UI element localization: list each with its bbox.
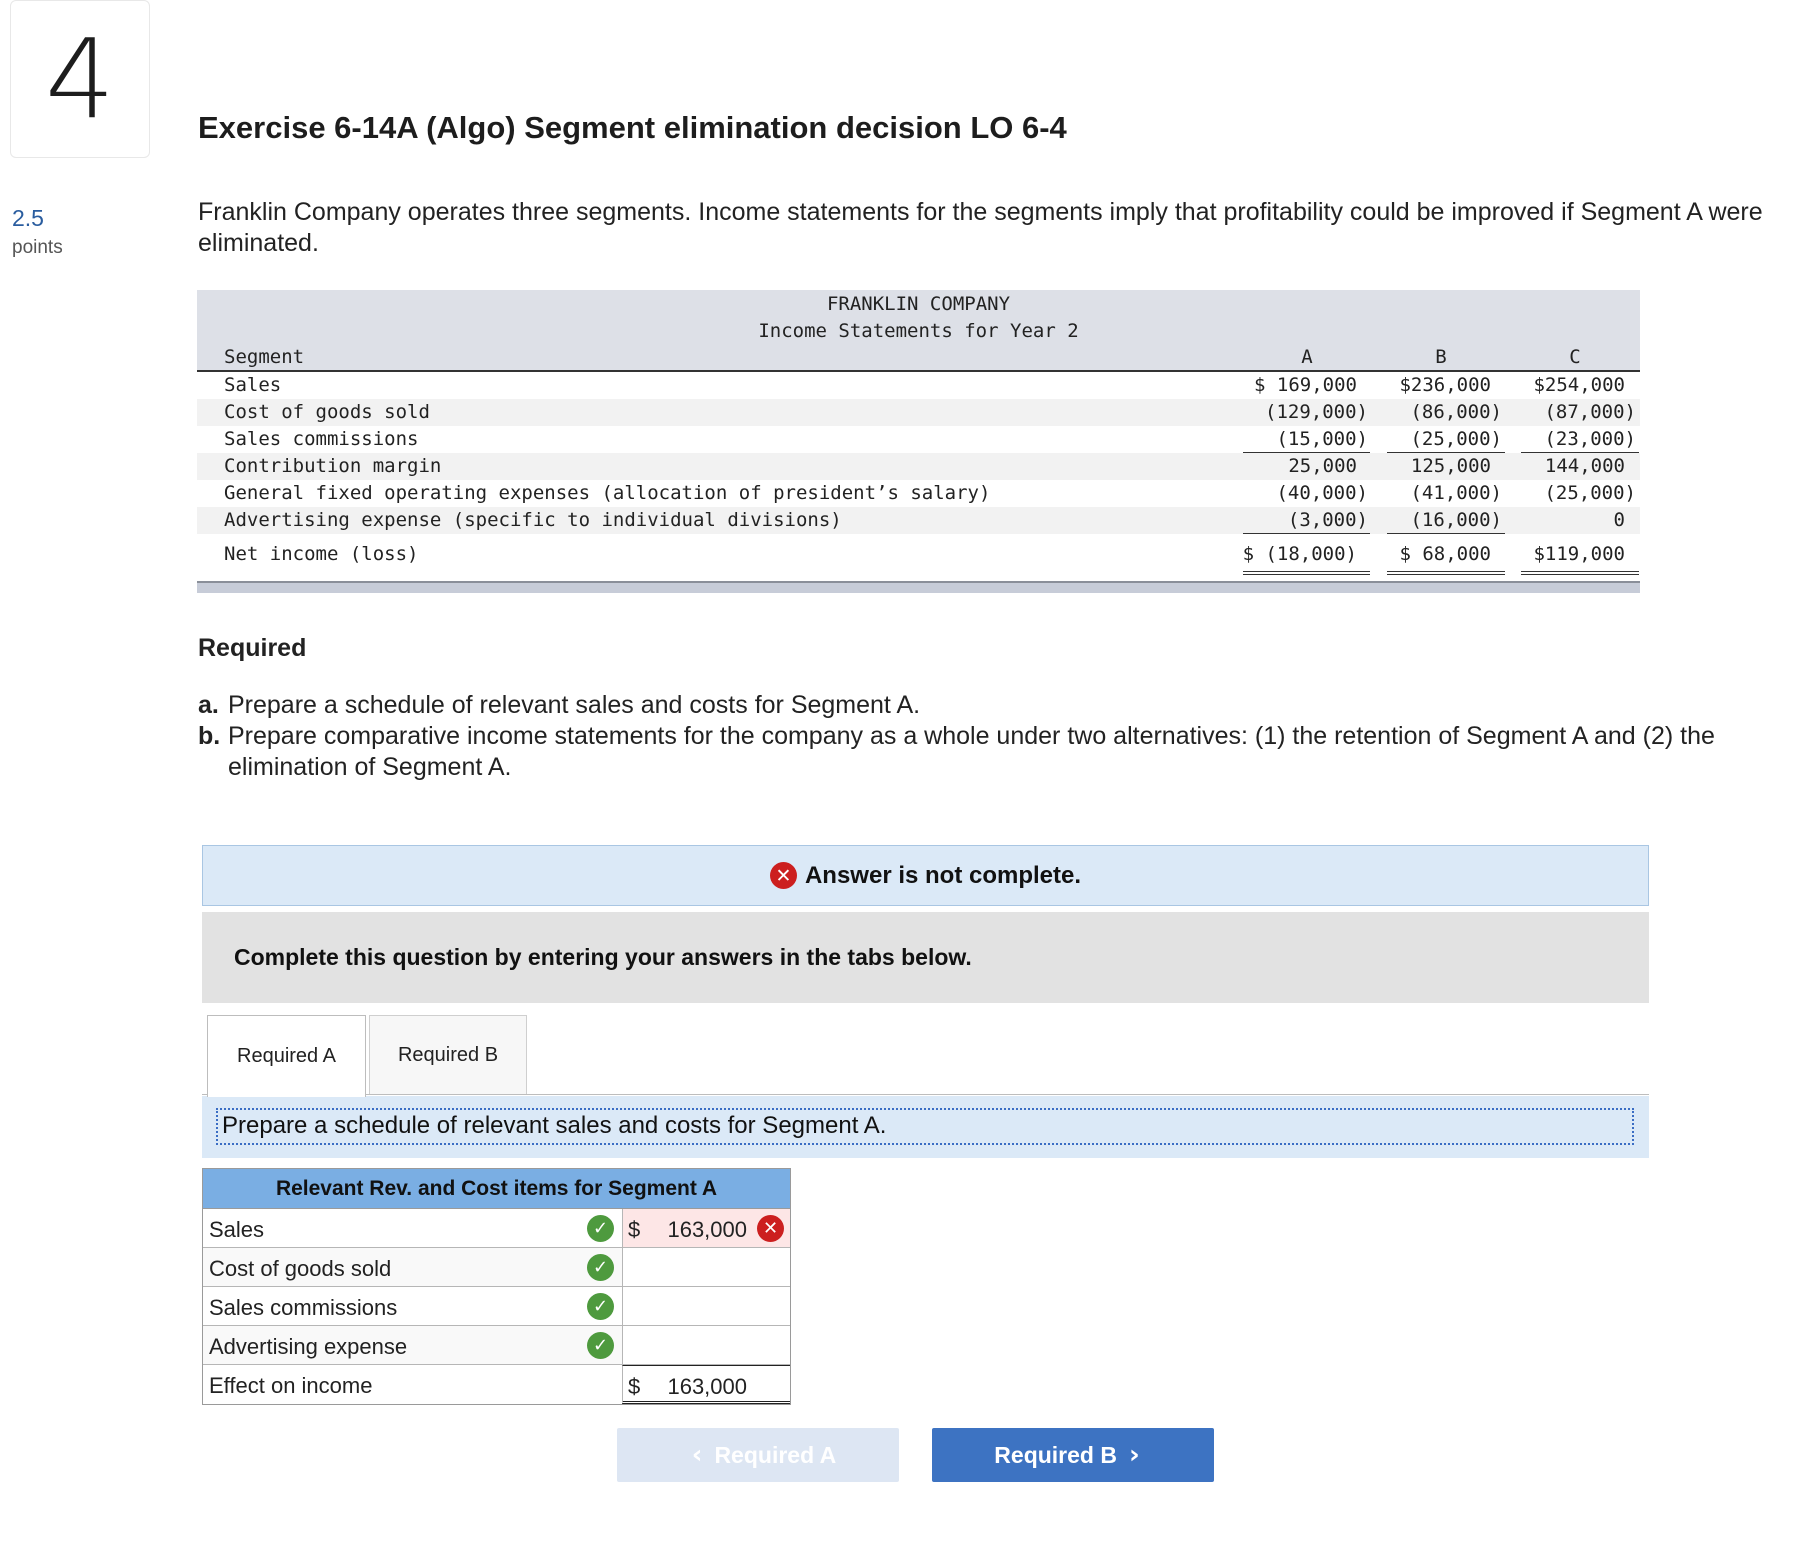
tab-prompt-bar — [202, 1096, 1649, 1158]
sales-input[interactable] — [622, 1209, 790, 1247]
value-a: (15,000) — [1276, 428, 1368, 450]
table-row — [203, 1209, 790, 1248]
check-icon: ✓ — [587, 1215, 614, 1242]
row-label-sales[interactable]: Sales — [209, 1217, 265, 1242]
value-a: (40,000) — [1276, 482, 1368, 504]
value-b: (86,000) — [1410, 401, 1502, 423]
tab-required-b[interactable] — [369, 1015, 527, 1095]
chevron-left-icon: ‹ — [691, 1440, 703, 1470]
tab-required-a[interactable] — [207, 1015, 366, 1097]
prev-required-a-button[interactable] — [617, 1428, 899, 1482]
statement-company: FRANKLIN COMPANY — [826, 293, 1011, 315]
statement-row — [197, 480, 1640, 507]
value-b: $ 68,000 — [1399, 543, 1491, 565]
value-c: (87,000) — [1544, 401, 1636, 423]
value-b: (25,000) — [1410, 428, 1502, 450]
row-label: Cost of goods sold — [224, 401, 430, 423]
row-label-cogs[interactable]: Cost of goods sold — [209, 1256, 392, 1281]
dollar-sign: $ — [628, 1217, 641, 1242]
check-icon: ✓ — [587, 1254, 614, 1281]
statement-footer — [197, 581, 1640, 593]
exercise-title: Exercise 6-14A (Algo) Segment elimination decision LO 6-4 — [198, 110, 1067, 145]
answer-table-header: Relevant Rev. and Cost items for Segment A — [203, 1169, 790, 1209]
row-label-advertising[interactable]: Advertising expense — [209, 1334, 408, 1359]
item-letter: b. — [198, 722, 221, 750]
row-label: Advertising expense (specific to individual divisions) — [224, 509, 842, 531]
tab-label: Required A — [237, 1045, 336, 1067]
total-double-line — [1243, 571, 1370, 575]
status-message: Answer is not complete. — [804, 861, 1082, 889]
instructions-text: Complete this question by entering your answers in the tabs below. — [234, 944, 972, 970]
statement-header — [197, 290, 1640, 371]
sales-value: 163,000 — [667, 1217, 747, 1242]
instructions-banner — [202, 912, 1649, 1003]
subtotal-line — [1387, 533, 1505, 534]
segment-label: Segment — [224, 346, 305, 368]
points-value: 2.5 — [12, 205, 44, 231]
column-header-b: B — [1435, 346, 1447, 368]
value-c: $119,000 — [1533, 543, 1625, 565]
value-a: $ 169,000 — [1254, 374, 1357, 396]
check-icon: ✓ — [587, 1332, 614, 1359]
column-header-c: C — [1569, 346, 1581, 368]
tab-label: Required B — [397, 1044, 499, 1066]
row-label: Net income (loss) — [224, 543, 419, 565]
value-c: 0 — [1613, 509, 1625, 531]
required-item-b — [198, 721, 1798, 783]
required-heading: Required — [198, 634, 307, 662]
value-a: 25,000 — [1288, 455, 1357, 477]
question-number: 4 — [10, 0, 150, 158]
value-a: $ (18,000) — [1242, 543, 1357, 565]
statement-row — [197, 399, 1640, 426]
answer-status-banner — [202, 845, 1649, 906]
value-c: $254,000 — [1533, 374, 1625, 396]
next-button-label: Required B — [994, 1441, 1117, 1468]
incorrect-icon: ✕ — [757, 1215, 784, 1242]
statement-row — [197, 541, 1640, 568]
next-required-b-button[interactable] — [932, 1428, 1214, 1482]
statement-row — [197, 507, 1640, 534]
chevron-right-icon: › — [1128, 1440, 1140, 1470]
column-header-a: A — [1301, 346, 1313, 368]
cogs-input[interactable] — [622, 1248, 790, 1286]
row-label: General fixed operating expenses (allocation of president’s salary) — [224, 482, 991, 504]
statement-row — [197, 426, 1640, 453]
intro-text: Franklin Company operates three segments. Income statements for the segments imply that profitability could be improved if Segment A were eliminated. — [198, 198, 1763, 257]
required-item-a — [198, 690, 1798, 721]
prev-button-label: Required A — [714, 1441, 837, 1468]
value-a: (129,000) — [1265, 401, 1368, 423]
value-b: $236,000 — [1399, 374, 1491, 396]
table-row — [203, 1326, 790, 1365]
value-b: (41,000) — [1410, 482, 1502, 504]
total-double-line — [1387, 571, 1505, 575]
tab-divider — [202, 1094, 1649, 1095]
answer-table — [202, 1168, 791, 1405]
commissions-input[interactable] — [622, 1287, 790, 1325]
statement-subtitle: Income Statements for Year 2 — [758, 320, 1079, 342]
dollar-sign: $ — [628, 1374, 641, 1399]
row-label-effect: Effect on income — [209, 1373, 373, 1398]
value-c: (25,000) — [1544, 482, 1636, 504]
row-label: Sales — [224, 374, 282, 396]
tab-prompt-text: Prepare a schedule of relevant sales and costs for Segment A. — [216, 1108, 1634, 1145]
item-text: Prepare comparative income statements for the company as a whole under two alternatives: (1) the retention of Segment A and (2) the elimination of Segment A. — [228, 722, 1715, 781]
required-list — [198, 690, 1798, 783]
x-circle-icon: ✕ — [770, 862, 797, 889]
table-row — [203, 1248, 790, 1287]
row-label-commissions[interactable]: Sales commissions — [209, 1295, 398, 1320]
statement-row — [197, 453, 1640, 480]
advertising-input[interactable] — [622, 1326, 790, 1364]
row-label: Sales commissions — [224, 428, 419, 450]
value-c: (23,000) — [1544, 428, 1636, 450]
points-label: points — [12, 237, 63, 258]
total-double-line — [1521, 571, 1639, 575]
item-text: Prepare a schedule of relevant sales and costs for Segment A. — [228, 691, 921, 719]
check-icon: ✓ — [587, 1293, 614, 1320]
effect-total — [622, 1365, 790, 1404]
statement-row — [197, 372, 1640, 399]
value-c: 144,000 — [1544, 455, 1625, 477]
row-label: Contribution margin — [224, 455, 442, 477]
effect-value: 163,000 — [667, 1374, 747, 1399]
table-row — [203, 1365, 790, 1404]
income-statement — [197, 290, 1640, 593]
subtotal-line — [1243, 533, 1370, 534]
table-row — [203, 1287, 790, 1326]
value-b: (16,000) — [1410, 509, 1502, 531]
item-letter: a. — [198, 691, 219, 719]
value-a: (3,000) — [1287, 509, 1368, 531]
value-b: 125,000 — [1410, 455, 1491, 477]
